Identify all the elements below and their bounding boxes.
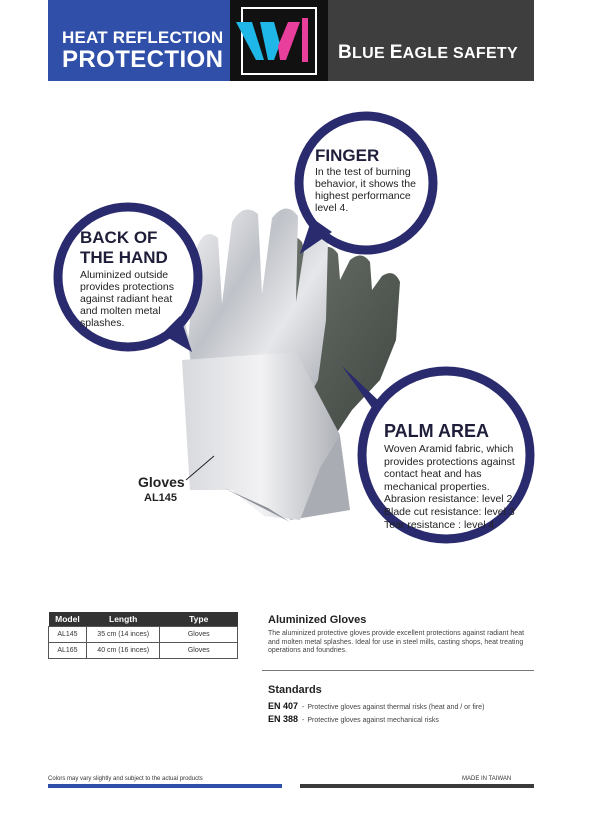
table-cell-length: 35 cm (14 inces) (86, 627, 160, 643)
table-header-model: Model (49, 612, 87, 627)
palm-callout (384, 422, 524, 531)
table-header-length: Length (86, 612, 160, 627)
glove-label (138, 474, 185, 504)
standard-code: EN 407 (268, 701, 299, 711)
spec-table (48, 612, 238, 659)
table-cell-length: 40 cm (16 inces) (86, 643, 160, 659)
table-cell-type: Gloves (160, 643, 238, 659)
header-title-block (48, 0, 230, 81)
table-cell-model: AL165 (49, 643, 87, 659)
palm-blade-cut: Blade cut resistance: level 3 (384, 505, 515, 518)
palm-abrasion: Abrasion resistance: level 2 (384, 493, 513, 506)
standards-section (268, 684, 533, 727)
brand-name: BLUE EAGLE SAFETY (338, 42, 518, 63)
table-cell-type: Gloves (160, 627, 238, 643)
brand-logo (230, 0, 328, 81)
standard-dash: - (302, 717, 305, 724)
table-cell-model: AL145 (49, 627, 87, 643)
table-header-row (49, 612, 238, 627)
back-text: Aluminized outside provides protections against radiant heat and molten metal splashes. (80, 269, 174, 329)
standards-title: Standards (268, 684, 322, 696)
glove-label-name: Gloves (138, 474, 185, 490)
header-title-line1: HEAT REFLECTION (62, 28, 224, 47)
standard-desc: Protective gloves against thermal risks (heat and / or fire) (307, 704, 485, 711)
product-title: Aluminized Gloves (268, 614, 367, 626)
table-row (49, 643, 238, 659)
footer-origin: MADE IN TAIWAN (462, 776, 512, 782)
table-header-type: Type (160, 612, 238, 627)
product-section (268, 614, 533, 656)
footer-bar-dark (300, 784, 534, 788)
footer-disclaimer: Colors may vary slightly and subject to the actual products (48, 776, 203, 782)
back-title-line2: THE HAND (80, 248, 168, 267)
finger-text: In the test of burning behavior, it shows the highest performance level 4. (315, 166, 416, 214)
back-title-line1: BACK OF (80, 228, 158, 247)
standard-dash: - (302, 704, 305, 711)
standard-item (268, 701, 533, 711)
palm-title: PALM AREA (384, 421, 489, 441)
palm-text: Woven Aramid fabric, which provides protections against contact heat and has mechanical properties. (384, 443, 515, 493)
back-callout (80, 229, 190, 329)
header-title-line2: PROTECTION (62, 46, 224, 73)
table-row (49, 627, 238, 643)
glove-label-model: AL145 (144, 492, 178, 504)
header-brand-block (328, 0, 534, 81)
footer-bar-blue (48, 784, 282, 788)
logo-mark-icon (230, 0, 328, 81)
standard-desc: Protective gloves against mechanical risks (307, 717, 439, 724)
standard-item (268, 714, 533, 724)
finger-callout (315, 147, 427, 214)
finger-title: FINGER (315, 146, 380, 165)
palm-tear: Tear resistance : level 4 (384, 518, 495, 531)
product-description: The aluminized protective gloves provide excellent protections against radiant heat and molten metal splashes. Ideal for use in steel mills, casting shops, heat treating operations and foundries. (268, 630, 525, 654)
section-divider (262, 670, 534, 671)
standard-code: EN 388 (268, 714, 299, 724)
